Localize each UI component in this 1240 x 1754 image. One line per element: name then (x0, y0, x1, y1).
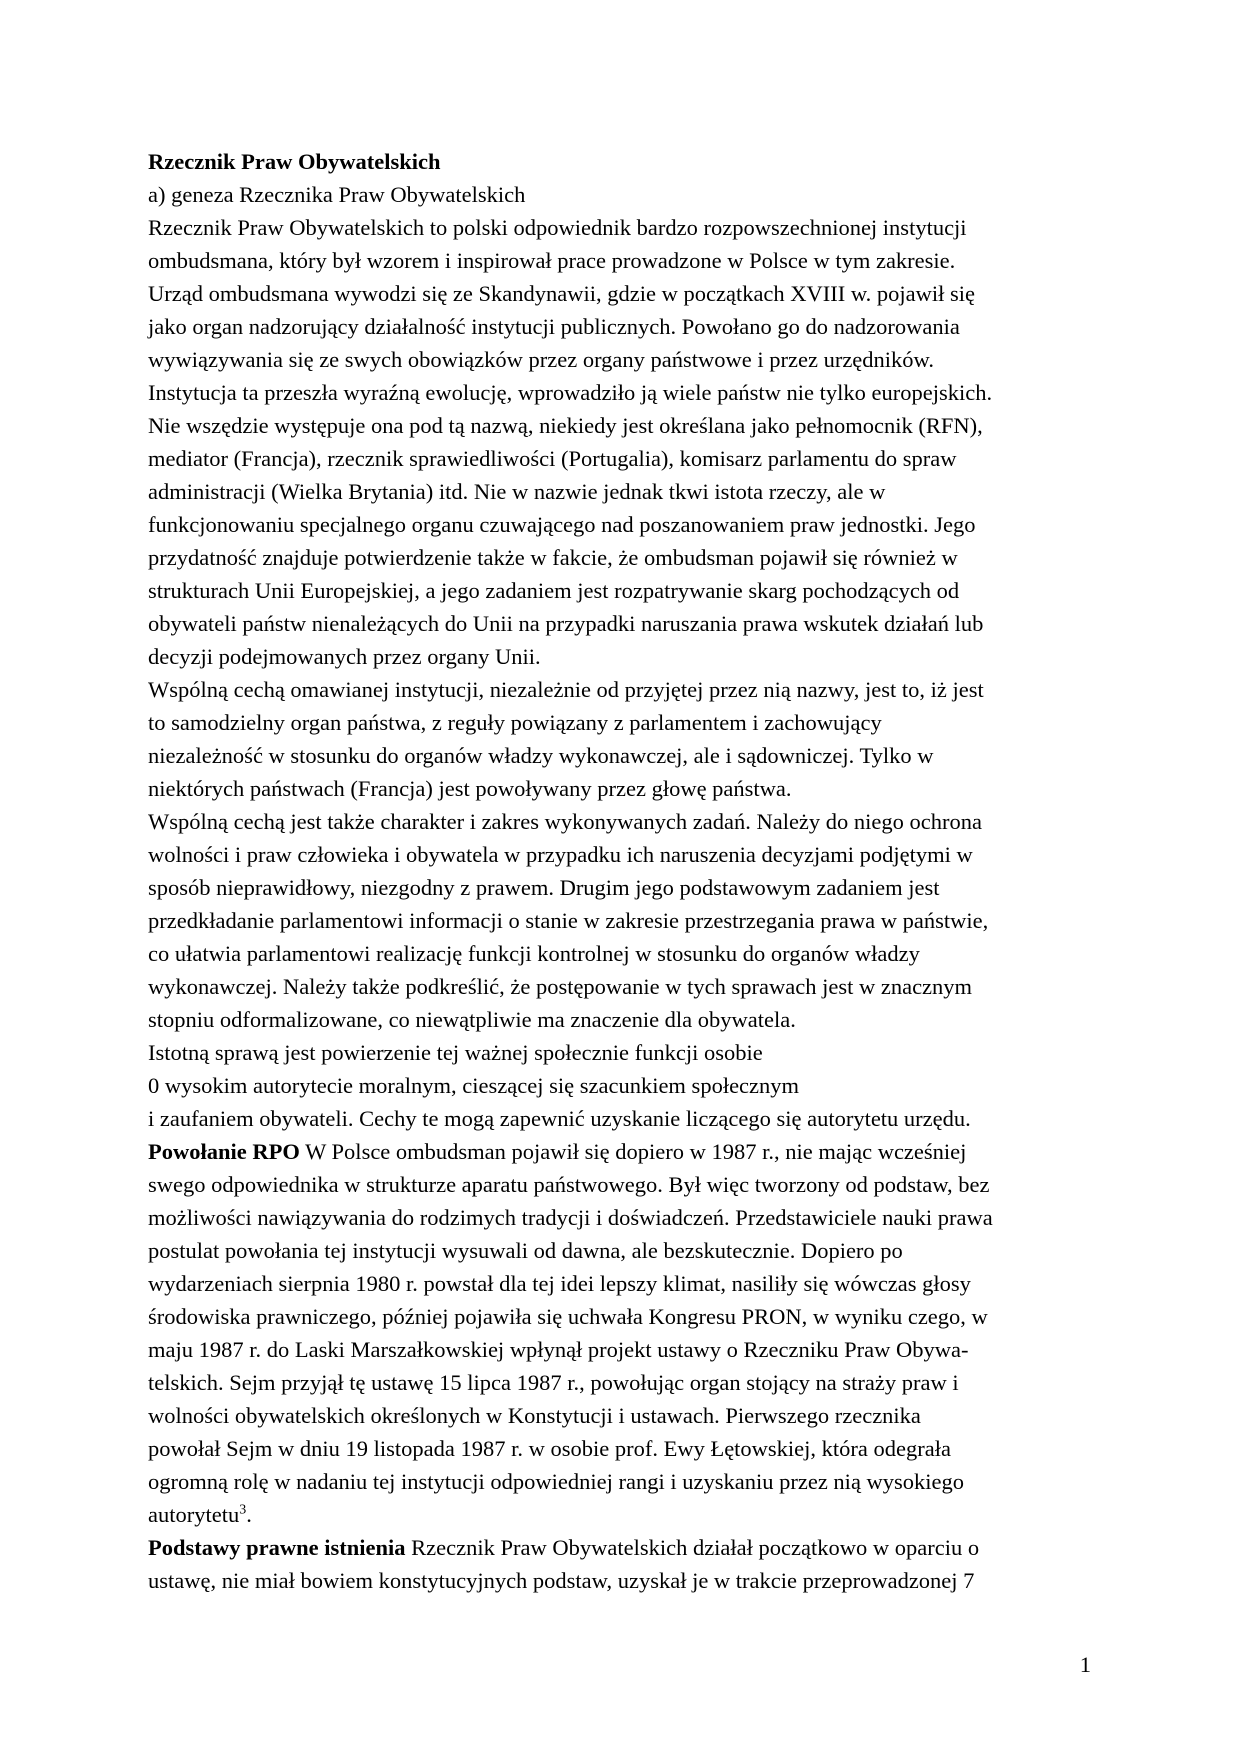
section-subtitle: a) geneza Rzecznika Praw Obywatelskich (148, 182, 526, 207)
text-line: wywiązywania się ze swych obowiązków przez organy państwowe i przez urzędników. (148, 347, 934, 372)
text-line: Rzecznik Praw Obywatelskich to polski odpowiednik bardzo rozpowszechnionej instytucji (148, 215, 967, 240)
text-line: niektórych państwach (Francja) jest powoływany przez głowę państwa. (148, 776, 792, 801)
intro-paragraphs (148, 211, 1098, 1135)
text-run: . (246, 1502, 252, 1527)
text-line: środowiska prawniczego, później pojawiła się uchwała Kongresu PRON, w wyniku czego, w (148, 1304, 988, 1329)
text-line: możliwości nawiązywania do rodzimych tradycji i doświadczeń. Przedstawiciele nauki prawa (148, 1205, 993, 1230)
text-line: Wspólną cechą jest także charakter i zakres wykonywanych zadań. Należy do niego ochrona (148, 809, 982, 834)
text-line: postulat powołania tej instytucji wysuwali od dawna, ale bezskutecznie. Dopiero po (148, 1238, 903, 1263)
text-line: wolności obywatelskich określonych w Konstytucji i ustawach. Pierwszego rzecznika (148, 1403, 921, 1428)
document-body (148, 145, 1098, 1597)
text-line: co ułatwia parlamentowi realizację funkcji kontrolnej w stosunku do organów władzy (148, 941, 920, 966)
text-line: ombudsmana, który był wzorem i inspirował prace prowadzone w Polsce w tym zakresie. (148, 248, 956, 273)
text-line: ustawę, nie miał bowiem konstytucyjnych podstaw, uzyskał je w trakcie przeprowadzonej 7 (148, 1568, 975, 1593)
text-line: swego odpowiednika w strukturze aparatu państwowego. Był więc tworzony od podstaw, bez (148, 1172, 990, 1197)
text-run: autorytetu (148, 1502, 240, 1527)
text-run: Rzecznik Praw Obywatelskich działał początkowo w oparciu o (405, 1535, 980, 1560)
text-line: to samodzielny organ państwa, z reguły powiązany z parlamentem i zachowujący (148, 710, 882, 735)
text-line: przydatność znajduje potwierdzenie także w fakcie, że ombudsman pojawił się również w (148, 545, 958, 570)
text-line: Wspólną cechą omawianej instytucji, niezależnie od przyjętej przez nią nazwy, jest to, iż jest (148, 677, 984, 702)
document-title: Rzecznik Praw Obywatelskich (148, 149, 441, 174)
text-line (148, 1531, 1098, 1564)
text-line: obywateli państw nienależących do Unii na przypadki naruszania prawa wskutek działań lub (148, 611, 984, 636)
text-line: Nie wszędzie występuje ona pod tą nazwą, niekiedy jest określana jako pełnomocnik (RFN), (148, 413, 983, 438)
text-line: Instytucja ta przeszła wyraźną ewolucję, wprowadziło ją wiele państw nie tylko europejskich. (148, 380, 993, 405)
section-podstawy (148, 1531, 1098, 1597)
section-powolanie (148, 1135, 1098, 1531)
text-line: maju 1987 r. do Laski Marszałkowskiej wpłynął projekt ustawy o Rzeczniku Praw Obywa- (148, 1337, 969, 1362)
text-line: sposób nieprawidłowy, niezgodny z prawem. Drugim jego podstawowym zadaniem jest (148, 875, 940, 900)
text-line: ogromną rolę w nadaniu tej instytucji odpowiedniej rangi i uzyskaniu przez nią wysokiego (148, 1469, 965, 1494)
text-line: mediator (Francja), rzecznik sprawiedliwości (Portugalia), komisarz parlamentu do spraw (148, 446, 957, 471)
text-line: i zaufaniem obywateli. Cechy te mogą zapewnić uzyskanie liczącego się autorytetu urzędu. (148, 1106, 971, 1131)
text-run: W Polsce ombudsman pojawił się dopiero w 1987 r., nie mając wcześniej (299, 1139, 967, 1164)
text-line: wykonawczej. Należy także podkreślić, że postępowanie w tych sprawach jest w znacznym (148, 974, 973, 999)
text-line: Istotną sprawą jest powierzenie tej ważnej społecznie funkcji osobie (148, 1040, 763, 1065)
text-line: wydarzeniach sierpnia 1980 r. powstał dla tej idei lepszy klimat, nasiliły się wówczas głosy (148, 1271, 971, 1296)
text-line: Urząd ombudsmana wywodzi się ze Skandynawii, gdzie w początkach XVIII w. pojawił się (148, 281, 976, 306)
section-heading-podstawy: Podstawy prawne istnienia (148, 1535, 406, 1560)
text-line: stopniu odformalizowane, co niewątpliwie ma znaczenie dla obywatela. (148, 1007, 796, 1032)
text-line: niezależność w stosunku do organów władzy wykonawczej, ale i sądowniczej. Tylko w (148, 743, 934, 768)
text-line (148, 1135, 1098, 1168)
text-line: powołał Sejm w dniu 19 listopada 1987 r. w osobie prof. Ewy Łętowskiej, która odegrała (148, 1436, 951, 1461)
text-line: przedkładanie parlamentowi informacji o stanie w zakresie przestrzegania prawa w państwie, (148, 908, 989, 933)
footnote-reference[interactable]: 3 (239, 1502, 247, 1518)
text-line: telskich. Sejm przyjął tę ustawę 15 lipca 1987 r., powołując organ stojący na straży praw i (148, 1370, 959, 1395)
text-line: administracji (Wielka Brytania) itd. Nie w nazwie jednak tkwi istota rzeczy, ale w (148, 479, 886, 504)
text-line: decyzji podejmowanych przez organy Unii. (148, 644, 541, 669)
text-line: wolności i praw człowieka i obywatela w przypadku ich naruszenia decyzjami podjętymi w (148, 842, 973, 867)
text-line: jako organ nadzorujący działalność instytucji publicznych. Powołano go do nadzorowania (148, 314, 960, 339)
page-number: 1 (1079, 1652, 1091, 1677)
text-line: 0 wysokim autorytecie moralnym, cieszącej się szacunkiem społecznym (148, 1073, 800, 1098)
text-line: funkcjonowaniu specjalnego organu czuwającego nad poszanowaniem praw jednostki. Jego (148, 512, 976, 537)
section-heading-powolanie: Powołanie RPO (148, 1139, 300, 1164)
text-line: strukturach Unii Europejskiej, a jego zadaniem jest rozpatrywanie skarg pochodzących od (148, 578, 960, 603)
text-line (148, 1498, 1098, 1531)
